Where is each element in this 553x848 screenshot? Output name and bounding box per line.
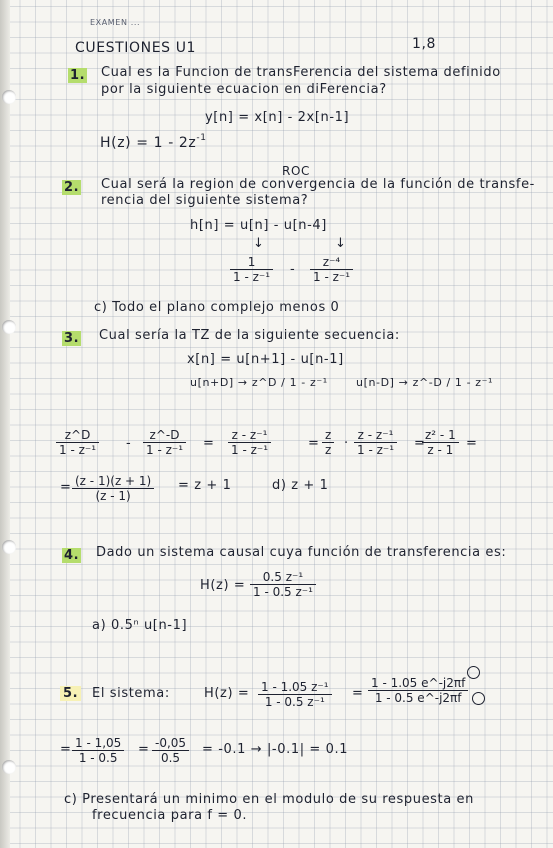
question-5-h-label: H(z) = bbox=[204, 686, 250, 701]
question-3-answer: d) z + 1 bbox=[272, 478, 329, 493]
question-5-equals: = bbox=[352, 686, 364, 701]
binder-hole bbox=[2, 320, 16, 334]
question-3-equals: = bbox=[203, 436, 215, 451]
down-arrow-icon: ↓ bbox=[253, 236, 264, 251]
question-3-minus: - bbox=[126, 436, 132, 451]
question-3-step-b: $\frac{z\^{}-D}{\text{1 - z⁻¹}}$ bbox=[143, 428, 186, 457]
question-5-h-fraction: $\frac{\text{1 - 1.05 z⁻¹}}{\text{1 - 0.5 z⁻¹}}$ bbox=[258, 680, 332, 709]
annotation-circle bbox=[472, 692, 485, 705]
question-2-number: 2. bbox=[64, 180, 80, 195]
question-3-text: Cual sería la TZ de la siguiente secuencia: bbox=[99, 328, 400, 343]
cut-title: EXAMEN ... bbox=[90, 18, 141, 27]
question-3-expansion: $\frac{(z - 1)(z + 1)}{(z - 1)}$ bbox=[72, 474, 154, 503]
question-3-equation: x[n] = u[n+1] - u[n-1] bbox=[187, 352, 344, 367]
page-left-edge bbox=[0, 0, 10, 848]
question-4-number: 4. bbox=[64, 548, 80, 563]
question-5-equals: = bbox=[60, 742, 72, 757]
question-5-equals: = bbox=[138, 742, 150, 757]
question-3-rule1: u[n+D] → z^D / 1 - z⁻¹ bbox=[190, 376, 328, 389]
question-4-h-label: H(z) = bbox=[200, 578, 246, 593]
question-2-frac1: $\frac{1}{\text{1 - z⁻¹}}$ bbox=[230, 255, 273, 284]
annotation-circle bbox=[467, 666, 480, 679]
question-2-line2: rencia del siguiente sistema? bbox=[101, 193, 309, 208]
question-2-answer: c) Todo el plano complejo menos 0 bbox=[94, 300, 340, 315]
question-3-number: 3. bbox=[64, 331, 80, 346]
question-5-answer-line1: c) Presentará un minimo en el modulo de su respuesta en bbox=[64, 792, 474, 807]
question-3-step-a: $\frac{z\^{}D}{\text{1 - z⁻¹}}$ bbox=[56, 428, 99, 457]
question-3-step-e: $\frac{\text{z - z⁻¹}}{\text{1 - z⁻¹}}$ bbox=[354, 428, 397, 457]
question-1-number: 1. bbox=[70, 68, 86, 83]
question-3-equals: = bbox=[60, 480, 72, 495]
binder-hole bbox=[2, 90, 16, 104]
question-1-answer: $H(z) = 1 - 2z^{-1}$ bbox=[100, 133, 207, 151]
question-5-answer-line2: frecuencia para f = 0. bbox=[92, 808, 248, 823]
question-3-dot: · bbox=[344, 436, 349, 451]
question-2-equation: h[n] = u[n] - u[n-4] bbox=[190, 218, 327, 233]
question-3-step-f: $\frac{\text{z² - 1}}{z - 1}$ bbox=[422, 428, 459, 457]
binder-hole bbox=[2, 760, 16, 774]
question-3-equals: = bbox=[466, 436, 478, 451]
question-3-rule2: u[n-D] → z^-D / 1 - z⁻¹ bbox=[356, 376, 494, 389]
down-arrow-icon: ↓ bbox=[335, 236, 346, 251]
question-5-h2-fraction: $\frac{1 - 1.05 e\^{}-j2\pi f}{1 - 0.5 e\^{}-j2\pi f}$ bbox=[368, 676, 468, 705]
question-5-eval-mid: $\frac{-0,05}{0.5}$ bbox=[152, 736, 189, 765]
question-4-answer: a) 0.5ⁿ u[n-1] bbox=[92, 618, 188, 633]
question-3-step-c: $\frac{\text{z - z⁻¹}}{\text{1 - z⁻¹}}$ bbox=[228, 428, 271, 457]
question-1-equation: y[n] = x[n] - 2x[n-1] bbox=[205, 110, 350, 125]
page-number: 1,8 bbox=[412, 36, 437, 52]
question-2-minus: - bbox=[290, 262, 296, 277]
question-3-equals: = bbox=[414, 436, 426, 451]
question-5-text: El sistema: bbox=[92, 686, 170, 701]
binder-hole bbox=[2, 540, 16, 554]
question-4-h-fraction: $\frac{\text{0.5 z⁻¹}}{\text{1 - 0.5 z⁻¹}}$ bbox=[250, 570, 316, 599]
question-4-text: Dado un sistema causal cuya función de transferencia es: bbox=[96, 545, 507, 560]
roc-note: ROC bbox=[282, 164, 310, 178]
question-1-line2: por la siguiente ecuacion en diFerencia? bbox=[101, 82, 387, 97]
question-5-number: 5. bbox=[60, 686, 81, 701]
question-3-result: = z + 1 bbox=[178, 478, 232, 493]
page-title: CUESTIONES U1 bbox=[75, 40, 197, 56]
question-1-line1: Cual es la Funcion de transFerencia del sistema definido bbox=[101, 65, 501, 80]
question-2-frac2: $\frac{\text{z⁻⁴}}{\text{1 - z⁻¹}}$ bbox=[310, 255, 353, 284]
question-3-step-d: $\frac{z}{z}$ bbox=[322, 428, 334, 457]
question-3-equals: = bbox=[308, 436, 320, 451]
question-5-eval-result: = -0.1 → |-0.1| = 0.1 bbox=[202, 742, 349, 757]
question-2-line1: Cual será la region de convergencia de la función de transfe- bbox=[101, 177, 535, 192]
question-5-eval-fraction: $\frac{1 - 1,05}{1 - 0.5}$ bbox=[72, 736, 124, 765]
